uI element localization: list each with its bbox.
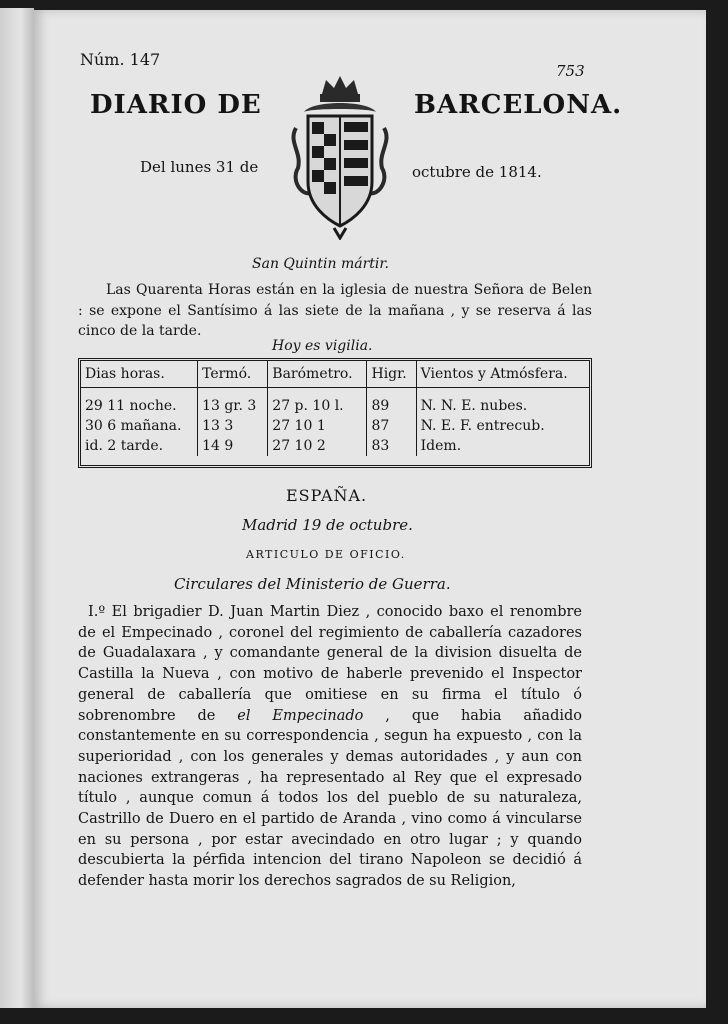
table-cell: 89 xyxy=(367,388,416,417)
quarenta-horas-notice: Las Quarenta Horas están en la iglesia de nuestra Señora de Belen : se expone el Santísimo á las siete de la mañana , y se reserva á las cinco de la tarde. xyxy=(78,282,592,339)
table-cell: 30 6 mañana. xyxy=(81,416,198,436)
masthead-title-right: BARCELONA. xyxy=(414,90,623,120)
table-cell: 27 10 2 xyxy=(268,436,367,456)
table-cell: 83 xyxy=(367,436,416,456)
table-cell: 13 gr. 3 xyxy=(198,388,268,417)
weather-header-cell: Vientos y Atmósfera. xyxy=(416,361,589,388)
article-body-emphasis: el Empecinado xyxy=(237,707,364,724)
table-cell: id. 2 tarde. xyxy=(81,436,198,456)
table-row xyxy=(81,436,589,456)
date-left: Del lunes 31 de xyxy=(140,158,259,176)
section-article-label: ARTICULO DE OFICIO. xyxy=(246,548,406,561)
table-cell: 14 9 xyxy=(198,436,268,456)
table-cell: 13 3 xyxy=(198,416,268,436)
table-cell: Idem. xyxy=(420,438,462,454)
article-body-intro: I.º El brigadier D. Juan Martin Diez , conocido baxo el renombre de el Empecinado , coronel del regimiento de caballería cazadores de Guadalaxara , y comandante general de la division disuelta de Castilla la Nueva , con motivo de haberle prevenido el Inspector general de caballería que omitiese en su firma el título ó sobrenombre de xyxy=(78,604,582,724)
vigilia-note: Hoy es vigilia. xyxy=(272,338,373,354)
table-cell: 27 p. 10 l. xyxy=(268,388,367,417)
weather-header-cell: Termó. xyxy=(198,361,268,388)
masthead-title-left: DIARIO DE xyxy=(90,90,262,120)
issue-number: Núm. 147 xyxy=(80,50,161,69)
coat-of-arms-icon xyxy=(282,72,398,240)
newspaper-page xyxy=(34,10,706,1008)
page-number: 753 xyxy=(556,62,585,80)
book-binding-edge xyxy=(0,8,34,1008)
weather-header-cell: Barómetro. xyxy=(268,361,367,388)
weather-header-cell: Dias horas. xyxy=(81,361,198,388)
article-body xyxy=(78,602,582,892)
table-cell: 27 10 1 xyxy=(268,416,367,436)
table-row xyxy=(81,388,589,417)
saint-of-the-day: San Quintin mártir. xyxy=(252,256,389,272)
weather-table xyxy=(78,358,592,468)
date-right: octubre de 1814. xyxy=(412,163,542,181)
weather-header-row xyxy=(81,361,589,388)
weather-header-cell: Higr. xyxy=(367,361,416,388)
table-cell: 87 xyxy=(367,416,416,436)
section-subtitle: Circulares del Ministerio de Guerra. xyxy=(174,575,451,593)
table-cell: 29 11 noche. xyxy=(81,388,198,417)
table-cell: N. E. F. entrecub. xyxy=(420,418,545,434)
section-country: ESPAÑA. xyxy=(286,486,368,505)
table-row xyxy=(81,416,589,436)
section-place-date: Madrid 19 de octubre. xyxy=(242,516,413,534)
table-cell: N. N. E. nubes. xyxy=(420,398,528,414)
article-body-rest: , que habia añadido constantemente en su correspondencia , segun ha expuesto , con la superioridad , con los generales y demas autoridades , y aun con naciones extrangeras , ha representado al Rey que el expresado título , aunque comun á todos los del pueblo de su naturaleza, Castrillo de Duero en el partido de Aranda , vino como á vincularse en su persona , por estar avecindado en otro lugar ; y quando descubierta la pérfida intencion del tirano Napoleon se decidió á defender hasta morir los derechos sagrados de su Religion, xyxy=(78,707,582,890)
